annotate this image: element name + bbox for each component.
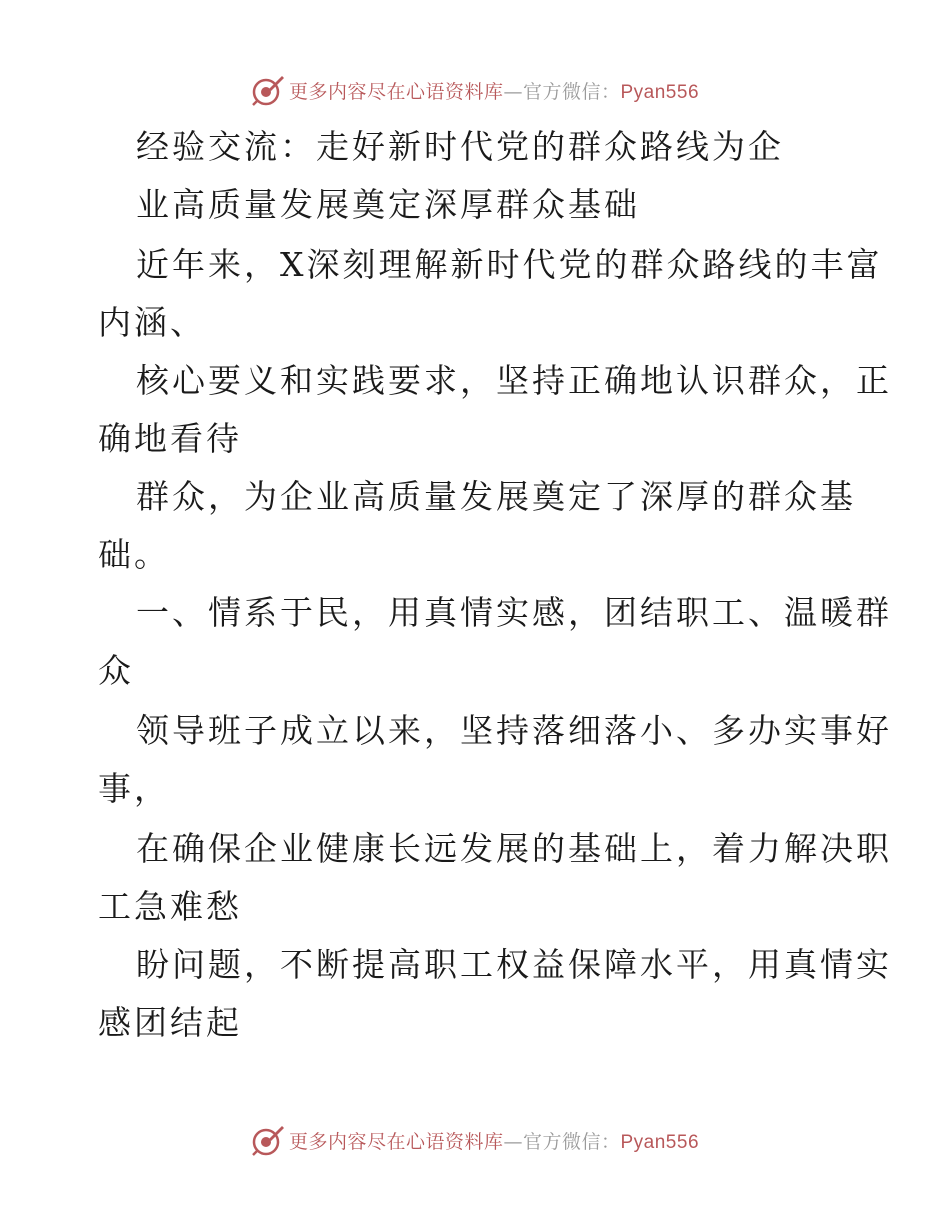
banner-separator: — bbox=[503, 1130, 523, 1153]
paragraph-line: 在确保企业健康长远发展的基础上，着力解决职 bbox=[136, 829, 892, 868]
quill-seal-icon bbox=[251, 73, 285, 107]
paragraph-line: 内涵、 bbox=[98, 303, 206, 342]
document-title-line-1: 经验交流：走好新时代党的群众路线为企 bbox=[136, 127, 784, 166]
paragraph-line: 础。 bbox=[98, 535, 170, 574]
section-heading-continued: 众 bbox=[98, 651, 134, 690]
paragraph-line: 事， bbox=[98, 769, 170, 808]
banner-separator: — bbox=[503, 80, 523, 103]
quill-seal-icon bbox=[251, 1123, 285, 1157]
paragraph-line: 核心要义和实践要求，坚持正确地认识群众，正 bbox=[136, 361, 892, 400]
paragraph-line: 盼问题，不断提高职工权益保障水平，用真情实 bbox=[136, 945, 892, 984]
paragraph-line: 工急难愁 bbox=[98, 887, 242, 926]
paragraph-line: 感团结起 bbox=[98, 1003, 242, 1042]
paragraph-line: 领导班子成立以来，坚持落细落小、多办实事好 bbox=[136, 711, 892, 750]
banner-text bbox=[289, 1127, 699, 1154]
document-title-line-2: 业高质量发展奠定深厚群众基础 bbox=[136, 185, 640, 224]
banner-official: 官方微信： bbox=[522, 1130, 621, 1153]
section-heading: 一、情系于民，用真情实感，团结职工、温暖群 bbox=[136, 593, 892, 632]
footer-banner bbox=[0, 1120, 950, 1160]
paragraph-line: 群众，为企业高质量发展奠定了深厚的群众基 bbox=[136, 477, 856, 516]
banner-brand: 更多内容尽在心语资料库 bbox=[288, 1130, 504, 1153]
paragraph-line: 确地看待 bbox=[98, 419, 242, 458]
paragraph-line: 近年来，X深刻理解新时代党的群众路线的丰富 bbox=[136, 245, 883, 284]
banner-official: 官方微信： bbox=[522, 80, 621, 103]
banner-account: Pyan556 bbox=[620, 81, 700, 103]
header-banner bbox=[0, 70, 950, 110]
banner-brand: 更多内容尽在心语资料库 bbox=[288, 80, 504, 103]
banner-account: Pyan556 bbox=[620, 1131, 700, 1153]
banner-text bbox=[289, 77, 699, 104]
